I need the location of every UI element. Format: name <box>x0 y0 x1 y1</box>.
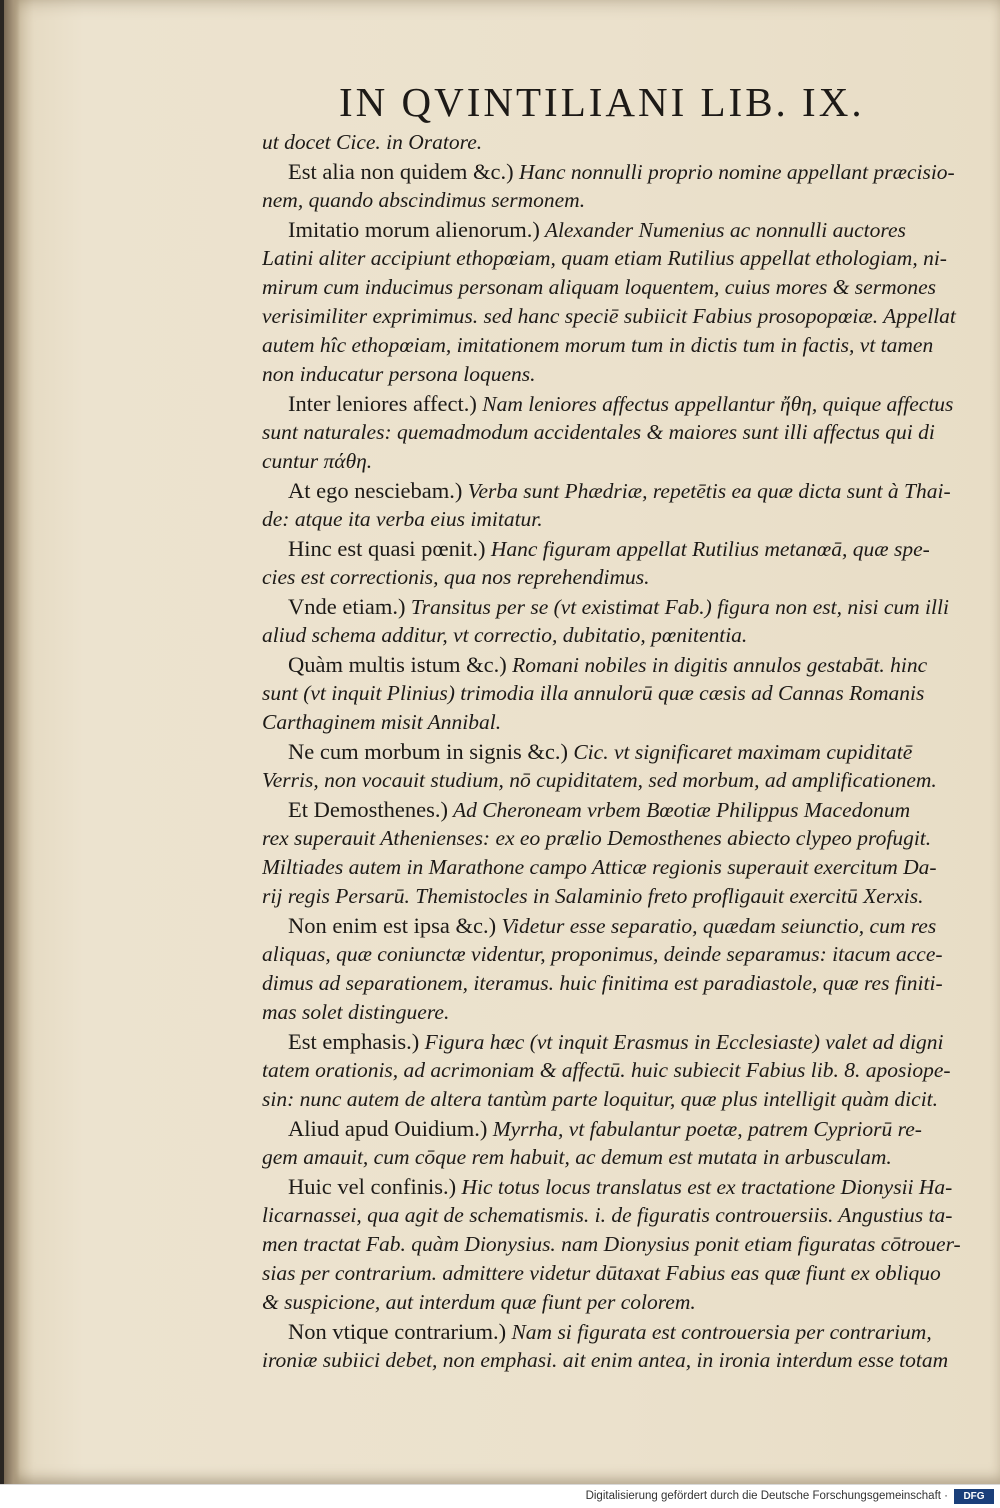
lemma: Hinc est quasi pœnit.) <box>288 536 486 561</box>
line-text: Miltiades autem in Marathone campo Atticæ regionis superauit exercitum Da- <box>262 855 937 879</box>
text-line <box>262 331 962 360</box>
text-line <box>262 969 962 998</box>
text-line <box>262 1085 962 1114</box>
line-text: Hanc nonnulli proprio nomine appellant præcisio- <box>513 160 955 184</box>
text-line <box>262 708 962 737</box>
text-line <box>262 302 962 331</box>
commentary-paragraph <box>262 795 962 911</box>
book-spine-shadow <box>4 0 20 1484</box>
commentary-text <box>262 128 962 1375</box>
text-line <box>262 360 962 389</box>
lemma: Imitatio morum alienorum.) <box>288 217 540 242</box>
lemma: Non enim est ipsa &c.) <box>288 913 497 938</box>
text-line <box>262 795 962 824</box>
text-line <box>262 128 962 157</box>
funding-notice: Digitalisierung gefördert durch die Deutsche Forschungsgemeinschaft · <box>585 1490 948 1502</box>
text-line <box>262 157 962 186</box>
commentary-paragraph <box>262 534 962 592</box>
line-text: ut docet Cice. in Oratore. <box>262 130 483 154</box>
lemma: Inter leniores affect.) <box>288 391 477 416</box>
line-text: sunt (vt inquit Plinius) trimodia illa annulorū quæ cæsis ad Cannas Romanis <box>262 681 925 705</box>
text-line <box>262 592 962 621</box>
dfg-logo: DFG <box>954 1489 994 1504</box>
lemma: Est alia non quidem &c.) <box>288 159 514 184</box>
commentary-paragraph <box>262 737 962 795</box>
text-line <box>262 911 962 940</box>
text-line <box>262 447 962 476</box>
text-line <box>262 853 962 882</box>
commentary-paragraph <box>262 1172 962 1317</box>
line-text: ironiæ subiici debet, non emphasi. ait enim antea, in ironia interdum esse totam <box>262 1348 949 1372</box>
commentary-paragraph <box>262 1317 962 1375</box>
text-line <box>262 1114 962 1143</box>
line-text: Transitus per se (vt existimat Fab.) figura non est, nisi cum illi <box>405 595 949 619</box>
line-text: & suspicione, aut interdum quæ fiunt per colorem. <box>262 1290 696 1314</box>
line-text: Videtur esse separatio, quædam seiunctio, cum res <box>496 914 937 938</box>
text-line <box>262 766 962 795</box>
line-text: Myrrha, vt fabulantur poetæ, patrem Cypriorū re- <box>487 1117 922 1141</box>
line-text: Figura hæc (vt inquit Erasmus in Ecclesiaste) valet ad digni <box>419 1030 944 1054</box>
text-line <box>262 650 962 679</box>
line-text: non inducatur persona loquens. <box>262 362 536 386</box>
text-line <box>262 186 962 215</box>
text-line <box>262 273 962 302</box>
line-text: Romani nobiles in digitis annulos gestabāt. hinc <box>506 653 928 677</box>
text-line <box>262 1143 962 1172</box>
text-line <box>262 1317 962 1346</box>
line-text: licarnassei, qua agit de schematismis. i. de figuratis controuersiis. Angustius ta- <box>262 1203 953 1227</box>
line-text: Verris, non vocauit studium, nō cupiditatem, sed morbum, ad amplificationem. <box>262 768 937 792</box>
line-text: Latini aliter accipiunt ethopœiam, quam etiam Rutilius appellat ethologiam, ni- <box>262 246 947 270</box>
text-line <box>262 244 962 273</box>
line-text: mirum cum inducimus personam aliquam loquentem, cuius mores & sermones <box>262 275 937 299</box>
line-text: sias per contrarium. admittere videtur dūtaxat Fabius eas quæ fiunt ex obliquo <box>262 1261 941 1285</box>
text-line <box>262 1027 962 1056</box>
book-page <box>4 0 1000 1484</box>
text-line <box>262 940 962 969</box>
commentary-paragraph <box>262 911 962 1027</box>
text-line <box>262 1201 962 1230</box>
line-text: dimus ad separationem, iteramus. huic finitima est paradiastole, quæ res finiti- <box>262 971 943 995</box>
line-text: aliud schema additur, vt correctio, dubitatio, pœnitentia. <box>262 623 748 647</box>
text-line <box>262 418 962 447</box>
text-line <box>262 1056 962 1085</box>
line-text: tatem orationis, ad acrimoniam & affectū. huic subiecit Fabius lib. 8. aposiope- <box>262 1058 951 1082</box>
lemma: Vnde etiam.) <box>288 594 406 619</box>
line-text: sin: nunc autem de altera tantùm parte loquitur, quæ plus intelligit quàm dicit. <box>262 1087 939 1111</box>
line-text: mas solet distinguere. <box>262 1000 450 1024</box>
commentary-paragraph <box>262 1114 962 1172</box>
line-text: verisimiliter exprimimus. sed hanc speciē subiicit Fabius prosopopœiæ. Appellat <box>262 304 956 328</box>
line-text: cies est correctionis, qua nos reprehendimus. <box>262 565 650 589</box>
text-line <box>262 1346 962 1375</box>
lemma: Non vtique contrarium.) <box>288 1319 507 1344</box>
text-line <box>262 824 962 853</box>
text-line <box>262 505 962 534</box>
commentary-paragraph <box>262 592 962 650</box>
line-text: Ad Cheroneam vrbem Bœotiæ Philippus Macedonum <box>447 798 911 822</box>
lemma: Quàm multis istum &c.) <box>288 652 507 677</box>
lemma: Huic vel confinis.) <box>288 1174 457 1199</box>
line-text: cuntur πάθη. <box>262 449 373 473</box>
text-line <box>262 563 962 592</box>
text-line <box>262 998 962 1027</box>
line-text: Nam leniores affectus appellantur ἤθη, quique affectus <box>476 392 954 416</box>
line-text: Hic totus locus translatus est ex tractatione Dionysii Ha- <box>456 1175 953 1199</box>
commentary-paragraph <box>262 157 962 215</box>
line-text: men tractat Fab. quàm Dionysius. nam Dionysius ponit etiam figuratas cōtrouer- <box>262 1232 961 1256</box>
text-line <box>262 534 962 563</box>
line-text: rex superauit Athenienses: ex eo prælio Demosthenes abiecto clypeo profugit. <box>262 826 932 850</box>
commentary-paragraph <box>262 1027 962 1114</box>
line-text: de: atque ita verba eius imitatur. <box>262 507 543 531</box>
text-line <box>262 1172 962 1201</box>
lemma: Est emphasis.) <box>288 1029 420 1054</box>
line-text: Hanc figuram appellat Rutilius metanœā, quæ spe- <box>485 537 930 561</box>
commentary-paragraph <box>262 215 962 389</box>
line-text: Alexander Numenius ac nonnulli auctores <box>539 218 906 242</box>
line-text: autem hîc ethopœiam, imitationem morum tum in dictis tum in factis, vt tamen <box>262 333 934 357</box>
line-text: gem amauit, cum cōque rem habuit, ac demum est mutata in arbusculam. <box>262 1145 892 1169</box>
line-text: Nam si figurata est controuersia per contrarium, <box>506 1320 932 1344</box>
footer-bar <box>0 1484 1000 1508</box>
commentary-paragraph <box>262 476 962 534</box>
text-line <box>262 1259 962 1288</box>
commentary-paragraph <box>262 650 962 737</box>
text-line <box>262 215 962 244</box>
lemma: At ego nesciebam.) <box>288 478 463 503</box>
text-line <box>262 679 962 708</box>
running-head: IN QVINTILIANI LIB. IX. <box>339 79 865 125</box>
text-line <box>262 389 962 418</box>
commentary-paragraph <box>262 128 962 157</box>
lemma: Aliud apud Ouidium.) <box>288 1116 488 1141</box>
commentary-paragraph <box>262 389 962 476</box>
text-line <box>262 476 962 505</box>
line-text: sunt naturales: quemadmodum accidentales & maiores sunt illi affectus qui di <box>262 420 935 444</box>
text-line <box>262 1288 962 1317</box>
line-text: Verba sunt Phædriæ, repetētis ea quæ dicta sunt à Thai- <box>462 479 951 503</box>
text-line <box>262 737 962 766</box>
text-line <box>262 1230 962 1259</box>
line-text: rij regis Persarū. Themistocles in Salaminio freto profligauit exercitū Xerxis. <box>262 884 924 908</box>
lemma: Ne cum morbum in signis &c.) <box>288 739 568 764</box>
line-text: Cic. vt significaret maximam cupiditatē <box>567 740 913 764</box>
text-line <box>262 621 962 650</box>
text-line <box>262 882 962 911</box>
line-text: Carthaginem misit Annibal. <box>262 710 502 734</box>
lemma: Et Demosthenes.) <box>288 797 448 822</box>
line-text: aliquas, quæ coniunctæ videntur, proponimus, deinde separamus: itacum acce- <box>262 942 943 966</box>
line-text: nem, quando abscindimus sermonem. <box>262 188 586 212</box>
